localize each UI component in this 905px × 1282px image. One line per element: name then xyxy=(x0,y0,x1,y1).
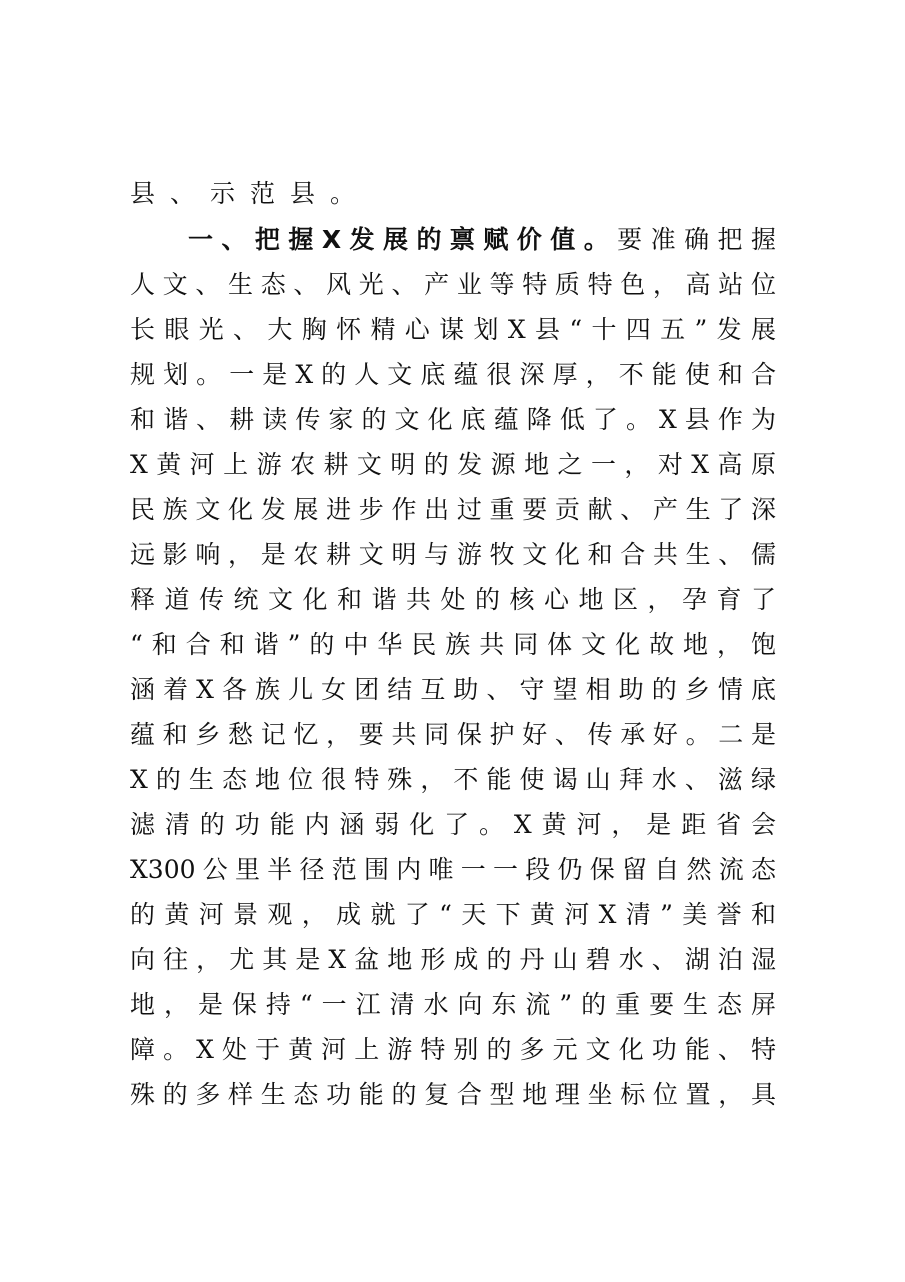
body-line-10: “和合和谐”的中华民族共同体文化故地，饱 xyxy=(130,630,776,659)
body-line-13: X的生态地位很特殊，不能使谒山拜水、滋绿 xyxy=(130,765,776,794)
body-line-11: 涵着X各族儿女团结互助、守望相助的乡情底 xyxy=(130,675,776,704)
body-line-14: 滤清的功能内涵弱化了。X黄河，是距省会 xyxy=(130,810,776,839)
body-line-9: 释道传统文化和谐共处的核心地区，孕育了 xyxy=(130,585,776,614)
body-line-4: 规划。一是X的人文底蕴很深厚，不能使和合 xyxy=(130,360,776,389)
body-line-2: 人文、生态、风光、产业等特质特色，高站位 xyxy=(130,270,776,299)
section-heading: 一、把握X发展的禀赋价值。 xyxy=(188,225,618,254)
body-line-15: X300公里半径范围内唯一一段仍保留自然流态 xyxy=(130,855,776,884)
body-line-5: 和谐、耕读传家的文化底蕴降低了。X县作为 xyxy=(130,405,776,434)
paragraph-end-line: 县、示范县。 xyxy=(130,179,371,208)
body-line-3: 长眼光、大胸怀精心谋划X县“十四五”发展 xyxy=(130,315,776,344)
body-line-18: 地，是保持“一江清水向东流”的重要生态屏 xyxy=(130,990,776,1019)
body-line-1: 要准确把握 xyxy=(617,225,776,254)
body-line-7: 民族文化发展进步作出过重要贡献、产生了深 xyxy=(130,495,776,524)
body-line-12: 蕴和乡愁记忆，要共同保护好、传承好。二是 xyxy=(130,720,776,749)
body-line-17: 向往，尤其是X盆地形成的丹山碧水、湖泊湿 xyxy=(130,945,776,974)
body-line-16: 的黄河景观，成就了“天下黄河X清”美誉和 xyxy=(130,900,776,929)
body-line-8: 远影响，是农耕文明与游牧文化和合共生、儒 xyxy=(130,540,776,569)
body-line-20: 殊的多样生态功能的复合型地理坐标位置，具 xyxy=(130,1080,776,1109)
section-heading-line xyxy=(188,222,776,258)
body-line-19: 障。X处于黄河上游特别的多元文化功能、特 xyxy=(130,1035,776,1064)
body-line-6: X黄河上游农耕文明的发源地之一，对X高原 xyxy=(130,450,776,479)
